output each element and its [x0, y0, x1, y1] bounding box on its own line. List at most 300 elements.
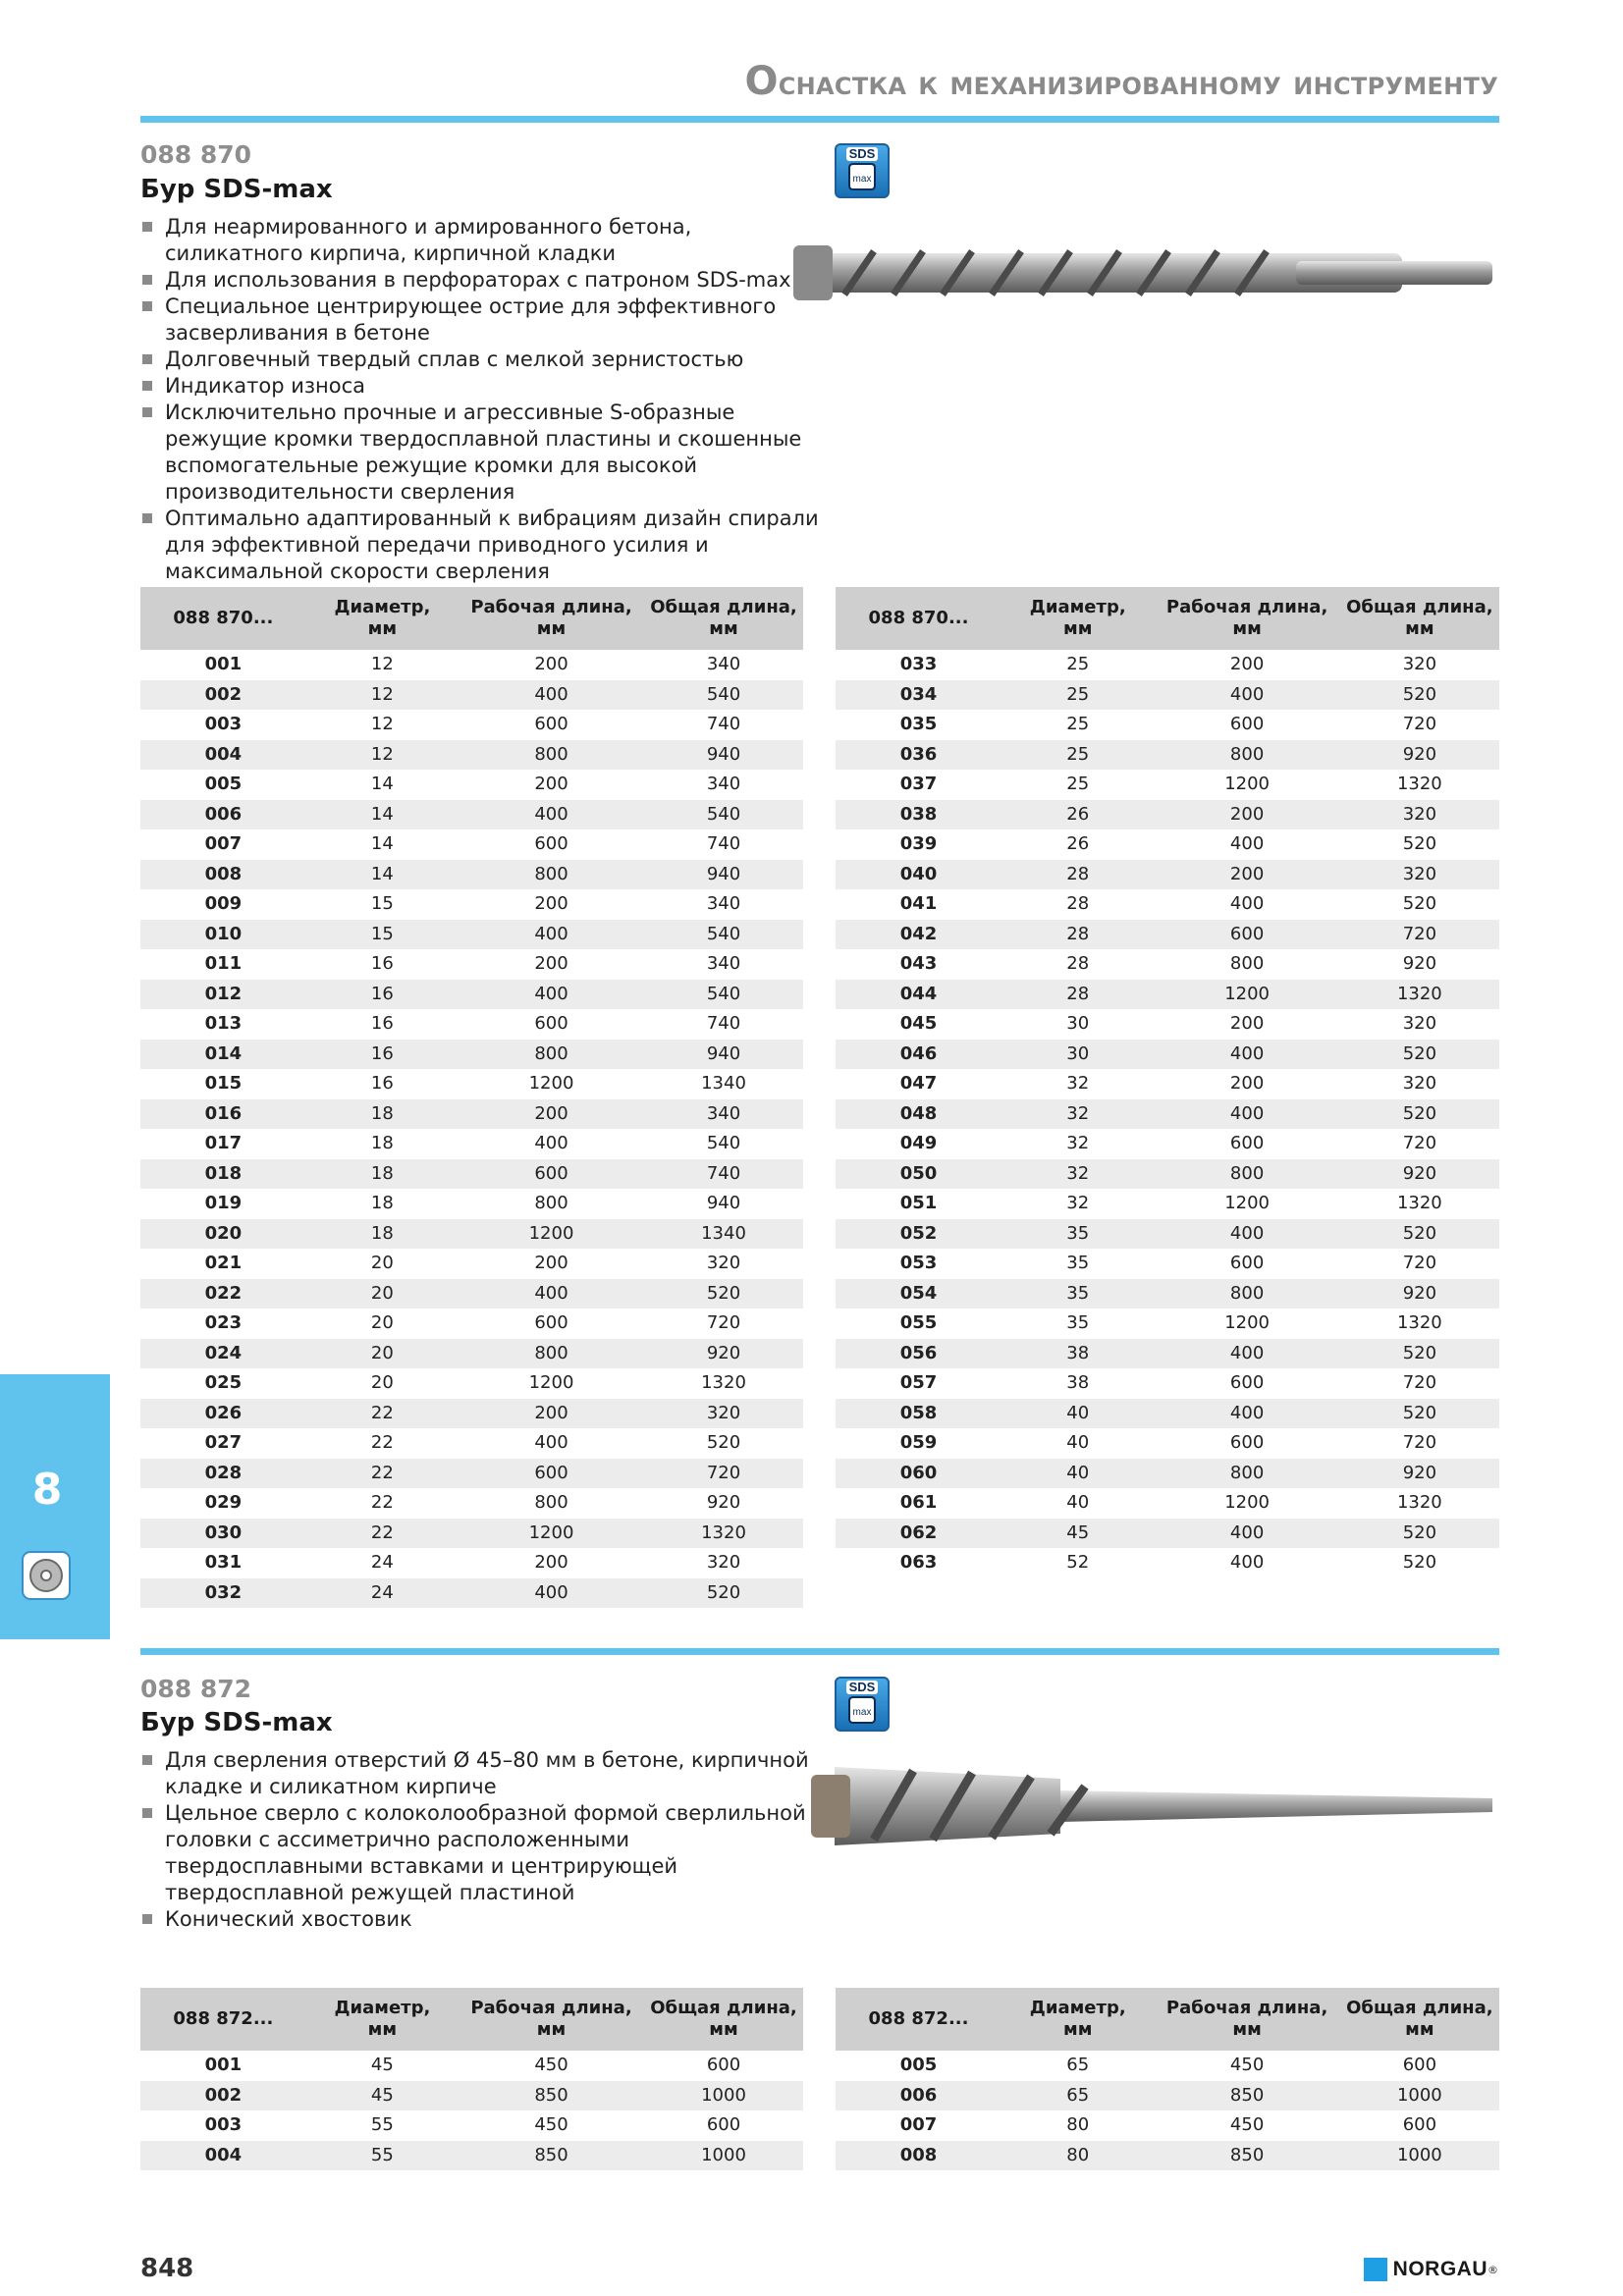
- total-length-cell: 340: [706, 953, 741, 975]
- working-length-cell: 200: [1229, 1073, 1265, 1095]
- brand-name: NORGAU: [1392, 2258, 1488, 2280]
- article-code-cell: 048: [836, 1099, 1001, 1130]
- column-header: Диаметр, мм: [306, 1988, 459, 2051]
- diameter-cell: 20: [306, 1339, 459, 1369]
- article-code-cell: 020: [140, 1219, 306, 1250]
- total-length-cell: 1320: [1396, 1312, 1442, 1334]
- column-header: Рабочая длина, мм: [1154, 1988, 1339, 2051]
- diameter-cell: 28: [1066, 953, 1090, 975]
- working-length-cell: 600: [1229, 714, 1265, 735]
- working-length-cell: 400: [1229, 893, 1265, 915]
- working-length-cell: 600: [1229, 1432, 1265, 1454]
- table-row: [836, 1159, 1499, 1190]
- total-length-cell: 920: [706, 1492, 741, 1514]
- diameter-cell: 35: [1001, 1219, 1154, 1250]
- diameter-cell: 14: [306, 800, 459, 830]
- table-row: [140, 829, 803, 860]
- product-title: Бур SDS-max: [140, 1708, 333, 1737]
- total-length-cell: 720: [706, 1312, 741, 1334]
- page-number: 848: [140, 2254, 194, 2283]
- sds-badge-label: SDS: [846, 1681, 879, 1694]
- working-length-cell: 800: [459, 740, 644, 771]
- article-code-cell: 063: [899, 1552, 938, 1574]
- working-length-cell: 600: [459, 1159, 644, 1190]
- article-code-cell: 012: [140, 980, 306, 1010]
- total-length-cell: 320: [1402, 1013, 1437, 1035]
- article-code-cell: 055: [899, 1312, 938, 1334]
- table-row: [836, 1368, 1499, 1399]
- diameter-cell: 22: [370, 1492, 394, 1514]
- working-length-cell: 1200: [528, 1073, 574, 1095]
- working-length-cell: 200: [1229, 654, 1265, 675]
- working-length-cell: 800: [459, 1040, 644, 1070]
- diameter-cell: 45: [370, 2055, 394, 2076]
- table-row: [140, 1279, 803, 1309]
- table-row: [836, 1040, 1499, 1070]
- working-length-cell: 400: [1154, 1519, 1339, 1549]
- total-length-cell: 720: [1402, 714, 1437, 735]
- article-code-cell: 031: [204, 1552, 243, 1574]
- column-header: Общая длина, мм: [644, 587, 803, 650]
- working-length-cell: 800: [459, 860, 644, 890]
- column-header: Рабочая длина, мм: [459, 587, 644, 650]
- article-code-cell: 050: [836, 1159, 1001, 1190]
- table-row: [140, 1159, 803, 1190]
- article-code-cell: 043: [899, 953, 938, 975]
- diameter-cell: 20: [370, 1253, 394, 1274]
- chapter-tab: [0, 1374, 110, 1639]
- article-code-cell: 038: [836, 800, 1001, 830]
- working-length-cell: 450: [534, 2055, 568, 2076]
- diameter-cell: 20: [370, 1372, 394, 1394]
- article-number: 088 872: [140, 1675, 252, 1703]
- total-length-cell: 600: [706, 2055, 741, 2076]
- sds-shank-icon: [845, 1695, 879, 1725]
- article-code-cell: 040: [836, 860, 1001, 890]
- total-length-cell: 920: [1340, 1159, 1499, 1190]
- table-row: [140, 770, 803, 800]
- total-length-cell: 940: [644, 740, 803, 771]
- article-code-cell: 036: [836, 740, 1001, 771]
- feature-item: Для сверления отверстий Ø 45–80 мм в бетоне, кирпичной кладке и силикатном кирпиче: [140, 1747, 828, 1800]
- diameter-cell: 28: [1001, 920, 1154, 950]
- article-code-cell: 047: [899, 1073, 938, 1095]
- article-code-cell: 001: [204, 654, 243, 675]
- total-length-cell: 320: [706, 1253, 741, 1274]
- diameter-cell: 16: [306, 980, 459, 1010]
- total-length-cell: 920: [1340, 740, 1499, 771]
- total-length-cell: 1320: [1340, 980, 1499, 1010]
- working-length-cell: 450: [1229, 2055, 1265, 2076]
- working-length-cell: 400: [1229, 1552, 1265, 1574]
- article-code-cell: 042: [836, 920, 1001, 950]
- diameter-cell: 32: [1066, 1133, 1090, 1154]
- table-row: [836, 1399, 1499, 1429]
- article-code-cell: 035: [899, 714, 938, 735]
- working-length-cell: 400: [1154, 1339, 1339, 1369]
- diameter-cell: 22: [370, 1432, 394, 1454]
- working-length-cell: 400: [459, 1578, 644, 1609]
- feature-item: Исключительно прочные и агрессивные S-образные режущие кромки твердосплавной пластины и скошенные вспомогательные режущие кромки для высокой производительности сверления: [140, 400, 828, 506]
- total-length-cell: 720: [1402, 1432, 1437, 1454]
- diameter-cell: 38: [1001, 1339, 1154, 1369]
- table-row: [836, 980, 1499, 1010]
- diameter-cell: 80: [1066, 2114, 1090, 2136]
- diameter-cell: 35: [1066, 1312, 1090, 1334]
- diameter-cell: 28: [1001, 980, 1154, 1010]
- total-length-cell: 740: [706, 833, 741, 855]
- article-code-cell: 026: [140, 1399, 306, 1429]
- working-length-cell: 600: [1229, 1133, 1265, 1154]
- table-row: [140, 710, 803, 740]
- working-length-cell: 400: [459, 980, 644, 1010]
- diameter-cell: 40: [1001, 1459, 1154, 1489]
- article-code-cell: 009: [204, 893, 243, 915]
- diameter-cell: 14: [370, 774, 394, 795]
- table-row: [140, 1040, 803, 1070]
- spec-table-left: [140, 1988, 803, 2170]
- table-row: [836, 1129, 1499, 1159]
- feature-list: [140, 1747, 828, 1933]
- total-length-cell: 320: [1340, 800, 1499, 830]
- working-length-cell: 400: [1229, 833, 1265, 855]
- table-row: [140, 1548, 803, 1578]
- total-length-cell: 720: [644, 1459, 803, 1489]
- diameter-cell: 18: [370, 1193, 394, 1214]
- table-row: [836, 1519, 1499, 1549]
- article-code-cell: 060: [836, 1459, 1001, 1489]
- total-length-cell: 600: [1402, 2114, 1437, 2136]
- article-code-cell: 015: [204, 1073, 243, 1095]
- working-length-cell: 200: [534, 1552, 568, 1574]
- total-length-cell: 1320: [1396, 1492, 1442, 1514]
- article-code-cell: 062: [836, 1519, 1001, 1549]
- diameter-cell: 30: [1001, 1040, 1154, 1070]
- article-code-cell: 004: [140, 740, 306, 771]
- total-length-cell: 720: [1340, 920, 1499, 950]
- diameter-cell: 15: [370, 893, 394, 915]
- diameter-cell: 28: [1066, 893, 1090, 915]
- feature-item: Для использования в перфораторах с патроном SDS-max: [140, 267, 828, 294]
- working-length-cell: 800: [1154, 1279, 1339, 1309]
- table-row: [140, 1578, 803, 1609]
- header-rule: [140, 116, 1499, 123]
- total-length-cell: 720: [1402, 1372, 1437, 1394]
- working-length-cell: 450: [534, 2114, 568, 2136]
- table-row: [836, 889, 1499, 920]
- article-code-cell: 058: [836, 1399, 1001, 1429]
- feature-item: Специальное центрирующее острие для эффективного засверливания в бетоне: [140, 294, 828, 347]
- table-row: [140, 1129, 803, 1159]
- working-length-cell: 850: [1154, 2081, 1339, 2111]
- article-code-cell: 056: [836, 1339, 1001, 1369]
- article-code-cell: 029: [204, 1492, 243, 1514]
- diameter-cell: 25: [1001, 680, 1154, 711]
- article-code-cell: 033: [899, 654, 938, 675]
- table-row: [836, 1009, 1499, 1040]
- working-length-cell: 800: [1154, 1459, 1339, 1489]
- working-length-cell: 1200: [1224, 774, 1270, 795]
- table-header-row: [836, 587, 1499, 650]
- working-length-cell: 800: [1154, 1159, 1339, 1190]
- diameter-cell: 26: [1066, 833, 1090, 855]
- table-row: [140, 2110, 803, 2141]
- table-row: [140, 2141, 803, 2171]
- table-row: [140, 949, 803, 980]
- total-length-cell: 1000: [1340, 2081, 1499, 2111]
- diameter-cell: 40: [1066, 1432, 1090, 1454]
- article-code-cell: 001: [204, 2055, 243, 2076]
- article-code-cell: 024: [140, 1339, 306, 1369]
- working-length-cell: 400: [1154, 1099, 1339, 1130]
- feature-item: Долговечный твердый сплав с мелкой зернистостью: [140, 347, 828, 373]
- diameter-cell: 35: [1066, 1253, 1090, 1274]
- article-code-cell: 037: [899, 774, 938, 795]
- article-code-cell: 022: [140, 1279, 306, 1309]
- diameter-cell: 16: [370, 1073, 394, 1095]
- column-header: Диаметр, мм: [306, 587, 459, 650]
- table-header-row: [140, 587, 803, 650]
- total-length-cell: 720: [1402, 1133, 1437, 1154]
- diameter-cell: 40: [1001, 1399, 1154, 1429]
- diameter-cell: 65: [1066, 2055, 1090, 2076]
- table-row: [836, 710, 1499, 740]
- working-length-cell: 1200: [528, 1372, 574, 1394]
- diameter-cell: 80: [1001, 2141, 1154, 2171]
- article-code-cell: 003: [204, 714, 243, 735]
- total-length-cell: 520: [1340, 1219, 1499, 1250]
- table-row: [140, 800, 803, 830]
- article-code-cell: 004: [140, 2141, 306, 2171]
- product-title: Бур SDS-max: [140, 175, 333, 204]
- working-length-cell: 400: [459, 680, 644, 711]
- column-header: 088 872...: [140, 1988, 306, 2051]
- total-length-cell: 520: [1402, 833, 1437, 855]
- column-header: Рабочая длина, мм: [459, 1988, 644, 2051]
- article-code-cell: 006: [836, 2081, 1001, 2111]
- diameter-cell: 22: [306, 1459, 459, 1489]
- article-code-cell: 006: [140, 800, 306, 830]
- table-row: [140, 1069, 803, 1099]
- total-length-cell: 520: [644, 1279, 803, 1309]
- article-code-cell: 008: [836, 2141, 1001, 2171]
- article-code-cell: 045: [899, 1013, 938, 1035]
- total-length-cell: 520: [706, 1432, 741, 1454]
- diameter-cell: 20: [370, 1312, 394, 1334]
- article-code-cell: 008: [140, 860, 306, 890]
- working-length-cell: 800: [459, 1339, 644, 1369]
- diameter-cell: 16: [370, 1013, 394, 1035]
- article-code-cell: 016: [140, 1099, 306, 1130]
- diameter-cell: 18: [306, 1099, 459, 1130]
- article-code-cell: 010: [140, 920, 306, 950]
- total-length-cell: 1340: [701, 1073, 746, 1095]
- total-length-cell: 740: [706, 1013, 741, 1035]
- working-length-cell: 450: [1229, 2114, 1265, 2136]
- diameter-cell: 45: [306, 2081, 459, 2111]
- working-length-cell: 850: [459, 2141, 644, 2171]
- total-length-cell: 520: [1402, 1552, 1437, 1574]
- article-code-cell: 057: [899, 1372, 938, 1394]
- working-length-cell: 800: [1229, 953, 1265, 975]
- table-row: [836, 829, 1499, 860]
- table-row: [140, 1308, 803, 1339]
- table-row: [836, 1099, 1499, 1130]
- article-code-cell: 051: [899, 1193, 938, 1214]
- total-length-cell: 600: [1402, 2055, 1437, 2076]
- article-code-cell: 021: [204, 1253, 243, 1274]
- diameter-cell: 16: [306, 1040, 459, 1070]
- total-length-cell: 740: [644, 1159, 803, 1190]
- working-length-cell: 600: [1154, 920, 1339, 950]
- diameter-cell: 65: [1001, 2081, 1154, 2111]
- table-row: [836, 1488, 1499, 1519]
- article-code-cell: 053: [899, 1253, 938, 1274]
- feature-list: [140, 214, 828, 585]
- working-length-cell: 400: [1154, 1399, 1339, 1429]
- diameter-cell: 40: [1066, 1492, 1090, 1514]
- working-length-cell: 400: [1154, 680, 1339, 711]
- total-length-cell: 1000: [644, 2141, 803, 2171]
- table-row: [836, 949, 1499, 980]
- column-header: Рабочая длина, мм: [1154, 587, 1339, 650]
- working-length-cell: 600: [534, 833, 568, 855]
- table-row: [836, 770, 1499, 800]
- total-length-cell: 320: [644, 1399, 803, 1429]
- total-length-cell: 940: [706, 1193, 741, 1214]
- article-code-cell: 007: [899, 2114, 938, 2136]
- column-header: Диаметр, мм: [1001, 1988, 1154, 2051]
- diameter-cell: 25: [1001, 740, 1154, 771]
- working-length-cell: 200: [1154, 860, 1339, 890]
- total-length-cell: 320: [706, 1552, 741, 1574]
- diameter-cell: 24: [370, 1552, 394, 1574]
- diameter-cell: 20: [306, 1279, 459, 1309]
- table-row: [140, 2051, 803, 2081]
- working-length-cell: 400: [1154, 1219, 1339, 1250]
- working-length-cell: 600: [459, 1459, 644, 1489]
- working-length-cell: 400: [459, 800, 644, 830]
- working-length-cell: 1200: [1224, 1193, 1270, 1214]
- table-row: [836, 1548, 1499, 1578]
- table-row: [140, 1368, 803, 1399]
- article-code-cell: 059: [899, 1432, 938, 1454]
- table-row: [140, 1519, 803, 1549]
- working-length-cell: 600: [534, 1013, 568, 1035]
- article-code-cell: 044: [836, 980, 1001, 1010]
- table-row: [836, 1459, 1499, 1489]
- working-length-cell: 400: [1154, 1040, 1339, 1070]
- total-length-cell: 520: [1340, 1099, 1499, 1130]
- page-section-title-cap: О: [744, 59, 779, 104]
- diameter-cell: 12: [306, 740, 459, 771]
- article-code-cell: 023: [204, 1312, 243, 1334]
- working-length-cell: 200: [534, 654, 568, 675]
- sds-badge-label: SDS: [846, 147, 879, 161]
- table-row: [140, 1099, 803, 1130]
- total-length-cell: 940: [644, 860, 803, 890]
- feature-item: Цельное сверло с колоколообразной формой сверлильной головки с ассиметрично расположенными твердосплавными вставками и центрирующей твердосплавной режущей пластиной: [140, 1800, 828, 1906]
- column-header: Общая длина, мм: [1340, 1988, 1499, 2051]
- diameter-cell: 15: [306, 920, 459, 950]
- total-length-cell: 340: [706, 654, 741, 675]
- working-length-cell: 200: [534, 893, 568, 915]
- diameter-cell: 35: [1001, 1279, 1154, 1309]
- working-length-cell: 600: [1229, 1372, 1265, 1394]
- table-row: [140, 1339, 803, 1369]
- article-code-cell: 061: [899, 1492, 938, 1514]
- working-length-cell: 800: [534, 1492, 568, 1514]
- table-row: [140, 980, 803, 1010]
- table-row: [140, 1459, 803, 1489]
- table-row: [836, 2141, 1499, 2171]
- feature-item: Индикатор износа: [140, 373, 828, 400]
- total-length-cell: 920: [1340, 1459, 1499, 1489]
- feature-item: Конический хвостовик: [140, 1906, 828, 1933]
- feature-item: Оптимально адаптированный к вибрациям дизайн спирали для эффективной передачи приводного усилия и максимальной скорости сверления: [140, 506, 828, 585]
- working-length-cell: 1200: [459, 1219, 644, 1250]
- total-length-cell: 720: [1402, 1253, 1437, 1274]
- sds-badge-sublabel: max: [852, 1707, 872, 1718]
- total-length-cell: 520: [1340, 680, 1499, 711]
- diameter-cell: 26: [1001, 800, 1154, 830]
- total-length-cell: 920: [644, 1339, 803, 1369]
- core-drill-bit-image: [805, 1757, 1497, 1855]
- working-length-cell: 400: [534, 1133, 568, 1154]
- diameter-cell: 18: [306, 1159, 459, 1190]
- table-row: [140, 1428, 803, 1459]
- table-row: [140, 860, 803, 890]
- working-length-cell: 200: [534, 1253, 568, 1274]
- table-row: [140, 920, 803, 950]
- table-row: [140, 1219, 803, 1250]
- diameter-cell: 25: [1066, 774, 1090, 795]
- table-row: [836, 1308, 1499, 1339]
- total-length-cell: 1320: [1396, 1193, 1442, 1214]
- article-code-cell: 049: [899, 1133, 938, 1154]
- diameter-cell: 25: [1066, 714, 1090, 735]
- sds-shank-icon: [845, 162, 879, 191]
- diameter-cell: 18: [306, 1219, 459, 1250]
- brand-square-icon: [1364, 2258, 1387, 2281]
- article-code-cell: 014: [140, 1040, 306, 1070]
- diameter-cell: 38: [1066, 1372, 1090, 1394]
- diameter-cell: 32: [1001, 1159, 1154, 1190]
- table-row: [140, 1249, 803, 1279]
- working-length-cell: 200: [459, 1099, 644, 1130]
- total-length-cell: 320: [1402, 654, 1437, 675]
- total-length-cell: 340: [644, 1099, 803, 1130]
- total-length-cell: 520: [1340, 1339, 1499, 1369]
- diameter-cell: 30: [1066, 1013, 1090, 1035]
- table-row: [836, 2081, 1499, 2111]
- total-length-cell: 520: [1340, 1399, 1499, 1429]
- chapter-number: 8: [31, 1465, 63, 1515]
- table-row: [140, 680, 803, 711]
- spec-table-right: [836, 1988, 1499, 2170]
- article-code-cell: 041: [899, 893, 938, 915]
- working-length-cell: 1200: [1224, 1492, 1270, 1514]
- table-row: [836, 1069, 1499, 1099]
- column-header: Общая длина, мм: [644, 1988, 803, 2051]
- article-code-cell: 028: [140, 1459, 306, 1489]
- article-code-cell: 003: [204, 2114, 243, 2136]
- working-length-cell: 400: [459, 920, 644, 950]
- total-length-cell: 520: [1402, 893, 1437, 915]
- table-row: [836, 740, 1499, 771]
- brand-registered-mark: ®: [1488, 2263, 1498, 2276]
- diameter-cell: 45: [1001, 1519, 1154, 1549]
